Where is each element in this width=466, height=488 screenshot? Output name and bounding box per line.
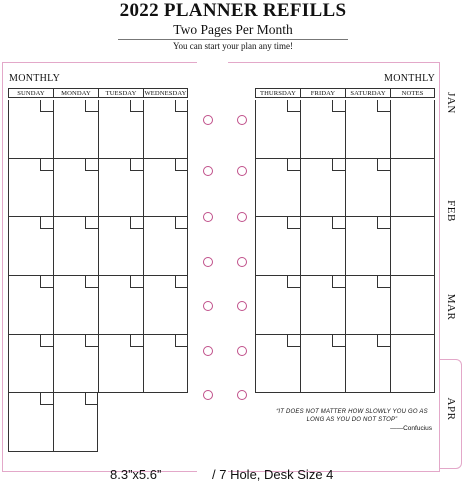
calendar-cell[interactable] — [390, 335, 435, 393]
ring-hole — [203, 166, 213, 176]
date-box[interactable] — [40, 276, 53, 288]
ring-hole — [237, 212, 247, 222]
quote-text: “IT DOES NOT MATTER HOW SLOWLY YOU GO AS LONG AS YOU DO NOT STOP” — [276, 409, 428, 423]
day-header-monday: MONDAY — [53, 88, 98, 98]
month-tab-apr[interactable]: APR — [445, 397, 457, 421]
date-box[interactable] — [287, 217, 300, 229]
date-box[interactable] — [130, 159, 143, 171]
day-header-thursday: THURSDAY — [255, 88, 300, 98]
date-box[interactable] — [175, 100, 188, 112]
date-box[interactable] — [377, 217, 390, 229]
date-box[interactable] — [175, 335, 188, 347]
date-box[interactable] — [85, 217, 98, 229]
date-box[interactable] — [130, 217, 143, 229]
date-box[interactable] — [40, 393, 53, 405]
date-box[interactable] — [40, 217, 53, 229]
date-box[interactable] — [175, 217, 188, 229]
ring-hole — [203, 212, 213, 222]
date-box[interactable] — [175, 276, 188, 288]
day-header-wednesday: WEDNESDAY — [144, 90, 187, 97]
month-tab-feb[interactable]: FEB — [445, 200, 457, 222]
date-box[interactable] — [332, 335, 345, 347]
date-box[interactable] — [130, 276, 143, 288]
ring-hole — [237, 115, 247, 125]
date-box[interactable] — [332, 100, 345, 112]
ring-hole — [237, 390, 247, 400]
ring-hole — [237, 166, 247, 176]
date-box[interactable] — [287, 276, 300, 288]
month-tab-jan[interactable]: JAN — [445, 92, 457, 114]
quote-author: ——Confucius — [390, 425, 432, 432]
date-box[interactable] — [377, 276, 390, 288]
right-monthly-label: MONTHLY — [384, 73, 436, 84]
date-box[interactable] — [377, 335, 390, 347]
day-header-tuesday: TUESDAY — [98, 88, 143, 98]
date-box[interactable] — [130, 100, 143, 112]
date-box[interactable] — [85, 100, 98, 112]
ring-hole — [203, 301, 213, 311]
day-header-notes: NOTES — [390, 88, 435, 98]
left-monthly-label: MONTHLY — [9, 73, 61, 84]
page-title: 2022 PLANNER REFILLS — [119, 0, 347, 21]
date-box[interactable] — [40, 100, 53, 112]
date-box[interactable] — [85, 335, 98, 347]
calendar-cell[interactable] — [390, 217, 435, 276]
date-box[interactable] — [332, 276, 345, 288]
date-box[interactable] — [377, 159, 390, 171]
ring-hole — [203, 115, 213, 125]
date-box[interactable] — [287, 100, 300, 112]
month-tab-mar[interactable]: MAR — [445, 293, 457, 321]
date-box[interactable] — [175, 159, 188, 171]
date-box[interactable] — [332, 159, 345, 171]
calendar-cell[interactable] — [390, 159, 435, 217]
date-box[interactable] — [332, 217, 345, 229]
ring-hole — [237, 346, 247, 356]
date-box[interactable] — [85, 159, 98, 171]
ring-hole — [203, 257, 213, 267]
subtitle-divider — [118, 39, 348, 40]
ring-hole — [203, 346, 213, 356]
date-box[interactable] — [287, 335, 300, 347]
footer-description: / 7 Hole, Desk Size 4 — [212, 467, 334, 482]
calendar-cell[interactable] — [390, 276, 435, 335]
tagline: You can start your plan any time! — [172, 41, 294, 51]
day-header-saturday: SATURDAY — [345, 88, 390, 98]
footer-size: 8.3”x5.6” — [110, 467, 162, 482]
date-box[interactable] — [40, 159, 53, 171]
date-box[interactable] — [40, 335, 53, 347]
ring-hole — [203, 390, 213, 400]
ring-hole — [237, 301, 247, 311]
page-subtitle: Two Pages Per Month — [173, 22, 293, 37]
calendar-cell[interactable] — [390, 100, 435, 159]
ring-hole — [237, 257, 247, 267]
date-box[interactable] — [130, 335, 143, 347]
day-header-sunday: SUNDAY — [8, 88, 53, 98]
date-box[interactable] — [85, 276, 98, 288]
date-box[interactable] — [287, 159, 300, 171]
date-box[interactable] — [377, 100, 390, 112]
date-box[interactable] — [85, 393, 98, 405]
day-header-friday: FRIDAY — [300, 88, 345, 98]
